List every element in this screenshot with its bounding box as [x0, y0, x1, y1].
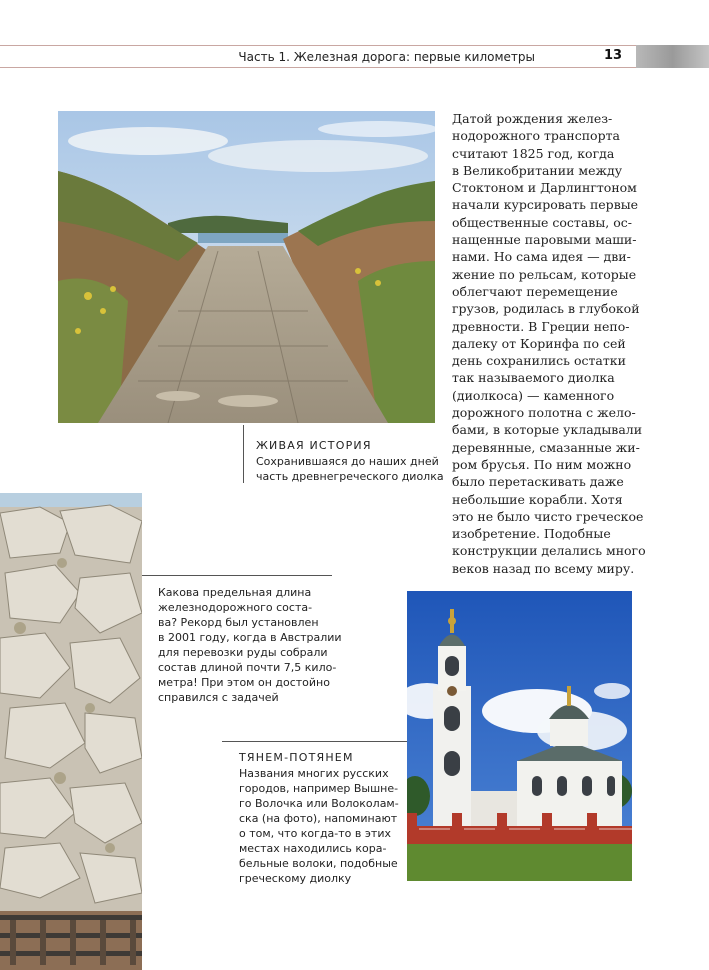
body-line: Датой рождения желез-: [452, 111, 613, 126]
body-line: грузов, родилась в глубокой: [452, 301, 640, 317]
body-line: нащенные паровыми маши-: [452, 232, 637, 248]
body-line: (диолкоса) — каменного: [452, 387, 615, 403]
body-line: деревянные, смазанные жи-: [452, 439, 640, 455]
photo-diolkos-road: [58, 111, 435, 423]
caption-line: го Волочка или Волоколам-: [239, 797, 399, 810]
body-line: древности. В Греции непо-: [452, 318, 630, 334]
photo-volokolamsk-church: [407, 591, 632, 881]
body-line: считают 1825 год, когда: [452, 145, 615, 161]
body-line: изобретение. Подобные: [452, 526, 611, 542]
body-line: бами, в которые укладывали: [452, 422, 643, 438]
header-rule-top: [0, 45, 636, 46]
body-line: в Великобритании между: [452, 162, 623, 178]
body-line: небольшие корабли. Хотя: [452, 491, 623, 507]
caption-rule: [243, 425, 244, 483]
sidebar-line: для перевозки руды собрали: [158, 646, 328, 659]
body-line: нами. Но сама идея — дви-: [452, 249, 631, 265]
caption-line: о том, что когда-то в этих: [239, 827, 391, 840]
caption-church-rule: [222, 741, 407, 742]
body-line: далеку от Коринфа по сей: [452, 335, 626, 351]
sidebar-line: Какова предельная длина: [158, 586, 312, 599]
body-line: так называемого диолка: [452, 370, 615, 386]
caption-line: часть древнегреческого диолка: [256, 470, 444, 483]
caption-church-text: [239, 766, 399, 886]
body-line: конструкции делались много: [452, 543, 646, 559]
sidebar-record-text: [158, 585, 342, 705]
sidebar-line: справился с задачей: [158, 691, 279, 704]
sidebar-line: ва? Рекорд был установлен: [158, 616, 319, 629]
caption-line: Сохранившаяся до наших дней: [256, 455, 439, 468]
caption-line: Названия многих русских: [239, 767, 389, 780]
caption-line: городов, например Вышне-: [239, 782, 399, 795]
photo-rocks-railway: [0, 493, 142, 970]
caption-road-text: [256, 454, 444, 484]
main-body-text: [452, 110, 652, 577]
caption-line: местах находились кора-: [239, 842, 387, 855]
body-line: общественные составы, ос-: [452, 214, 632, 230]
caption-line: бельные волоки, подобные: [239, 857, 398, 870]
body-line: ром брусья. По ним можно: [452, 456, 632, 472]
body-line: это не было чисто греческое: [452, 508, 644, 524]
body-line: Стоктоном и Дарлингтоном: [452, 180, 637, 196]
sidebar-line: железнодорожного соста-: [158, 601, 313, 614]
caption-line: греческому диолку: [239, 872, 352, 885]
body-line: жение по рельсам, которые: [452, 266, 637, 282]
body-line: было перетаскивать даже: [452, 474, 624, 490]
caption-church-title: ТЯНЕМ-ПОТЯНЕМ: [239, 751, 354, 764]
header-rule-bottom: [0, 67, 636, 68]
sidebar-line: в 2001 году, когда в Австралии: [158, 631, 342, 644]
body-line: начали курсировать первые: [452, 197, 639, 213]
caption-road-title: ЖИВАЯ ИСТОРИЯ: [256, 439, 372, 452]
page-number: 13: [604, 48, 623, 63]
caption-line: ска (на фото), напоминают: [239, 812, 398, 825]
header-tab-decoration: [636, 45, 709, 68]
body-line: дорожного полотна с жело-: [452, 405, 636, 421]
sidebar-rule: [142, 575, 332, 576]
body-line: нодорожного транспорта: [452, 128, 620, 144]
body-line: веков назад по всему миру.: [452, 560, 635, 576]
sidebar-line: метра! При этом он достойно: [158, 676, 330, 689]
body-line: день сохранились остатки: [452, 353, 626, 369]
running-header-title: Часть 1. Железная дорога: первые километры: [238, 50, 535, 64]
body-line: облегчают перемещение: [452, 283, 618, 299]
sidebar-line: состав длиной почти 7,5 кило-: [158, 661, 337, 674]
